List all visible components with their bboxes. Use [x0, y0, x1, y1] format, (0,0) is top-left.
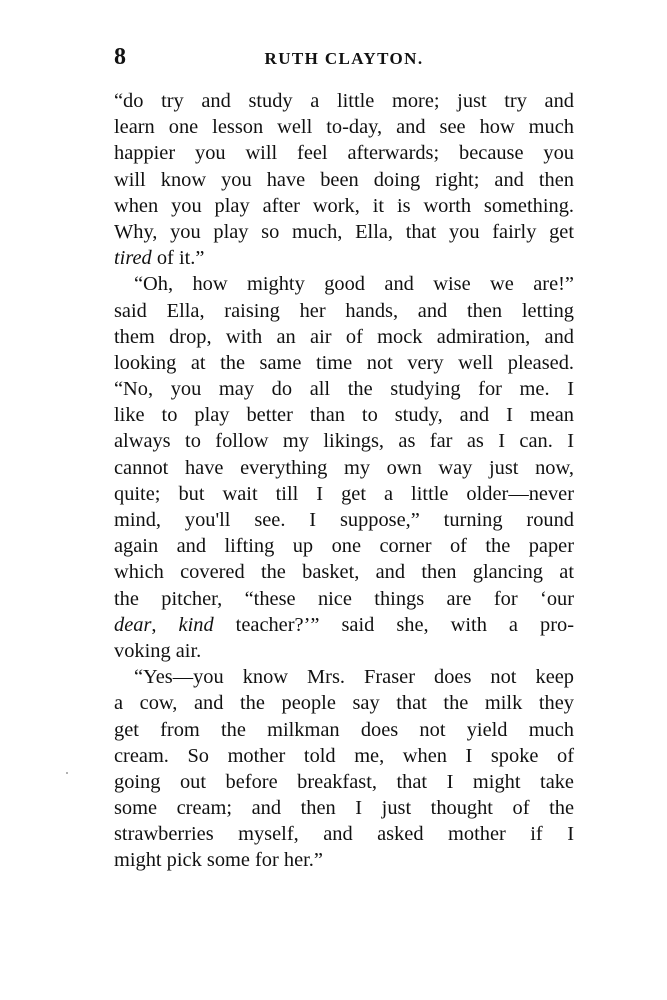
- text-line: quite; but wait till I get a little older—never: [114, 482, 574, 505]
- text-line: looking at the same time not very well pleased.: [114, 351, 574, 374]
- text-fragment: ,: [151, 613, 179, 636]
- text-line: voking air.: [114, 639, 202, 662]
- text-line: said Ella, raising her hands, and then letting: [114, 299, 574, 322]
- text-line: strawberries myself, and asked mother if I: [114, 823, 574, 846]
- page-number: 8: [114, 44, 126, 70]
- body-text: [114, 88, 574, 874]
- text-line: [114, 612, 574, 638]
- text-line: the pitcher, “these nice things are for ‘our: [114, 587, 574, 610]
- text-line: some cream; and then I just thought of the: [114, 797, 574, 820]
- paragraph-first-line: “Yes—you know Mrs. Fraser does not keep: [134, 666, 574, 689]
- text-line: cream. So mother told me, when I spoke of: [114, 744, 574, 767]
- text-line: [114, 245, 574, 271]
- text-line: which covered the basket, and then glancing at: [114, 561, 574, 584]
- text-line: them drop, with an air of mock admiration, and: [114, 325, 574, 348]
- text-line: again and lifting up one corner of the paper: [114, 535, 574, 558]
- text-fragment: teacher?’” said she, with a pro-: [213, 613, 574, 636]
- text-line: learn one lesson well to-day, and see how much: [114, 116, 574, 139]
- text-line: going out before breakfast, that I might take: [114, 770, 574, 793]
- text-line: “do try and study a little more; just try and: [114, 90, 574, 112]
- text-line: “No, you may do all the studying for me. I: [114, 378, 574, 401]
- text-line: might pick some for her.”: [114, 849, 323, 872]
- text-line: Why, you play so much, Ella, that you fairly get: [114, 220, 574, 243]
- text-fragment: of it.”: [151, 247, 205, 270]
- italic-word: kind: [178, 613, 214, 636]
- text-line: when you play after work, it is worth something.: [114, 194, 574, 217]
- italic-word: tired: [114, 247, 152, 270]
- text-line: like to play better than to study, and I mean: [114, 404, 574, 427]
- text-line: always to follow my likings, as far as I can. I: [114, 430, 574, 453]
- margin-speck: [66, 772, 68, 774]
- italic-word: dear: [114, 613, 152, 636]
- text-line: a cow, and the people say that the milk they: [114, 692, 574, 715]
- text-line: cannot have everything my own way just now,: [114, 456, 574, 479]
- running-head: RUTH CLAYTON.: [264, 49, 424, 68]
- text-line: get from the milkman does not yield much: [114, 718, 574, 741]
- page-header: [114, 40, 574, 74]
- text-line: mind, you'll see. I suppose,” turning round: [114, 509, 574, 531]
- text-line: will know you have been doing right; and then: [114, 168, 574, 191]
- text-line: happier you will feel afterwards; because you: [114, 142, 574, 165]
- paragraph-first-line: “Oh, how mighty good and wise we are!”: [134, 273, 574, 296]
